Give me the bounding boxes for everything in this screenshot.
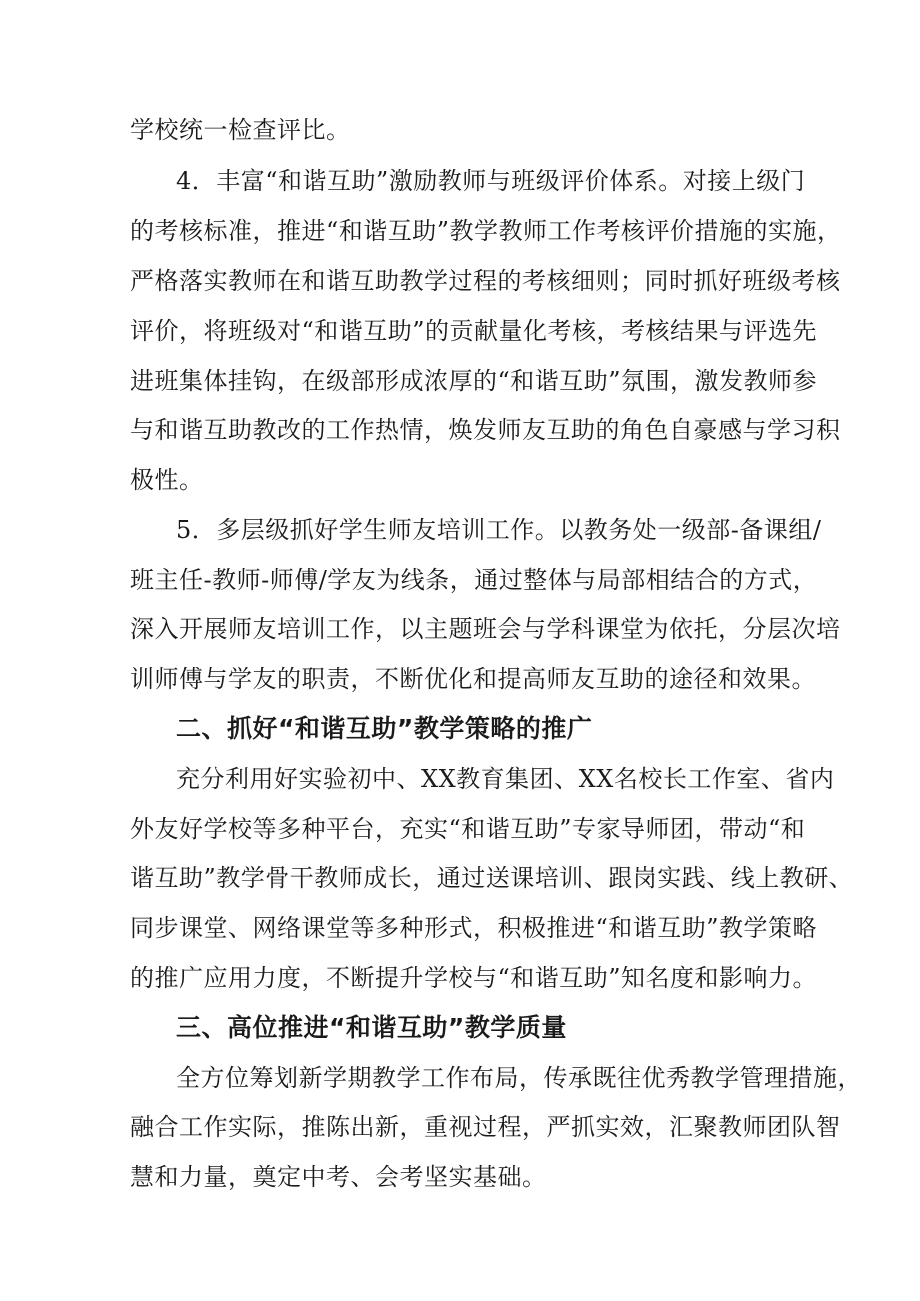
section-2-body-line: 外友好学校等多种平台，充实“和谐互助”专家导师团，带动“和 xyxy=(130,815,806,843)
paragraph-4-line: 4．丰富“和谐互助”激励教师与班级评价体系。对接上级门 xyxy=(176,167,806,195)
paragraph-5-line: 深入开展师友培训工作，以主题班会与学科课堂为依托，分层次培 xyxy=(130,615,841,643)
paragraph-5-line: 班主任-教师-师傅/学友为线条，通过整体与局部相结合的方式， xyxy=(130,566,818,594)
paragraph-4-line: 评价，将班级对“和谐互助”的贡献量化考核，考核结果与评选先 xyxy=(130,317,818,345)
section-heading-3: 三、高位推进“和谐互助”教学质量 xyxy=(176,1013,567,1042)
paragraph-continuation-line: 学校统一检查评比。 xyxy=(130,116,351,144)
section-2-body-line: 充分利用好实验初中、XX教育集团、XX名校长工作室、省内 xyxy=(176,765,835,793)
paragraph-5-line: 训师傅与学友的职责，不断优化和提高师友互助的途径和效果。 xyxy=(130,665,816,693)
paragraph-5-line: 5．多层级抓好学生师友培训工作。以教务处一级部-备课组/ xyxy=(176,516,822,544)
paragraph-4-line: 进班集体挂钩，在级部形成浓厚的“和谐互助”氛围，激发教师参 xyxy=(130,367,818,395)
paragraph-4-line: 的考核标准，推进“和谐互助”教学教师工作考核评价措施的实施， xyxy=(130,217,842,245)
section-3-body-line: 慧和力量，奠定中考、会考坚实基础。 xyxy=(130,1163,547,1191)
paragraph-4-line: 与和谐互助教改的工作热情，焕发师友互助的角色自豪感与学习积 xyxy=(130,416,841,444)
paragraph-4-line: 极性。 xyxy=(130,466,204,494)
section-heading-2: 二、抓好“和谐互助”教学策略的推广 xyxy=(176,714,593,743)
section-3-body-line: 融合工作实际，推陈出新，重视过程，严抓实效，汇聚教师团队智 xyxy=(130,1113,841,1141)
section-2-body-line: 同步课堂、网络课堂等多种形式，积极推进“和谐互助”教学策略 xyxy=(130,914,818,942)
section-3-body-line: 全方位筹划新学期教学工作布局，传承既往优秀教学管理措施， xyxy=(176,1064,862,1092)
section-2-body-line: 谐互助”教学骨干教师成长，通过送课培训、跟岗实践、线上教研、 xyxy=(130,864,854,892)
section-2-body-line: 的推广应用力度，不断提升学校与“和谐互助”知名度和影响力。 xyxy=(130,964,818,992)
paragraph-4-line: 严格落实教师在和谐互助教学过程的考核细则；同时抓好班级考核 xyxy=(130,267,841,295)
